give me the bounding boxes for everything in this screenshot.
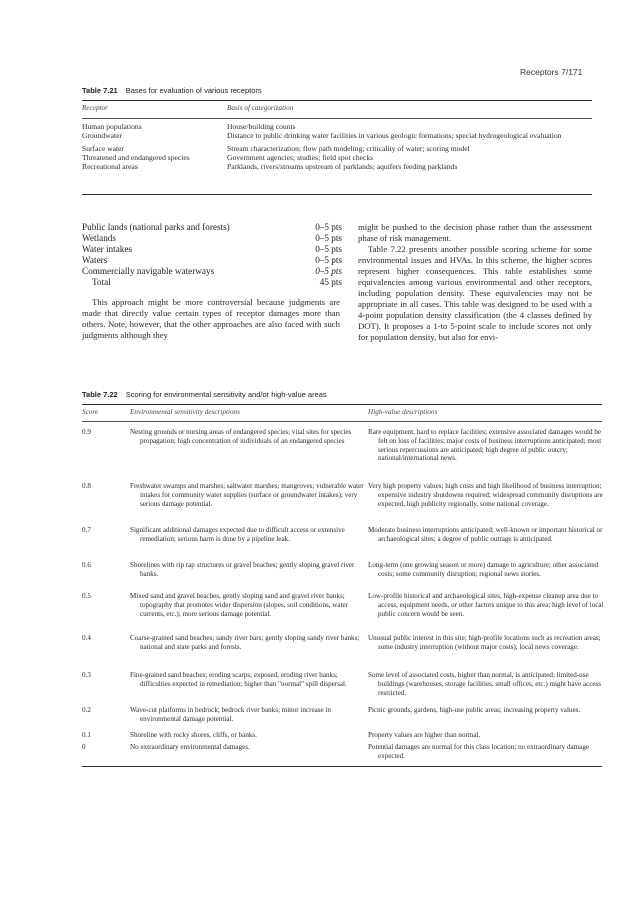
points-value: 45 pts xyxy=(319,277,342,287)
table-7-21-title: Bases for evaluation of various receptors xyxy=(125,86,262,95)
score-cell: 0.6 xyxy=(82,561,91,569)
env-cell: Coarse-grained sand beaches; sandy river bars; gently sloping sandy river banks; national and state parks and forests. xyxy=(130,634,360,651)
env-cell: Shoreline with rocky shores, cliffs, or banks. xyxy=(130,731,257,739)
table-7-22-title: Scoring for environmental sensitivity and/or high-value areas xyxy=(125,390,327,399)
col-hv-header: High-value descriptions xyxy=(368,408,438,416)
table-7-21-bottom-rule xyxy=(82,194,592,195)
score-cell: 0 xyxy=(82,743,86,751)
table-7-22-top-rule xyxy=(82,404,602,405)
page-header: Receptors 7/171 xyxy=(520,67,583,77)
basis-cell: Government agencies; studies; field spot checks xyxy=(227,153,374,162)
basis-cell: Stream characterization; flow path modeling; criticality of water; scoring model xyxy=(227,144,470,153)
points-label: Total xyxy=(92,277,111,287)
score-cell: 0.1 xyxy=(82,731,91,739)
points-value: 0–5 pts xyxy=(315,244,342,254)
hv-cell: Long-term (one growing season or more) damage to agriculture; other associated costs; some community disruption; regional news stories. xyxy=(368,561,599,578)
hv-cell: Rare equipment, hard to replace facilities; extensive associated damages would be felt on loss of facilities; major costs of business interruptions anticipated; most serious repercussions are anticipated; high degree of public outcry; national/international news. xyxy=(368,428,602,463)
score-cell: 0.4 xyxy=(82,634,91,642)
env-cell: Nesting grounds or nursing areas of endangered species; vital sites for species propagation; high concentration of individuals of an endangered species xyxy=(130,428,352,445)
table-7-21-head-rule xyxy=(82,118,592,119)
points-list xyxy=(82,222,342,288)
table-7-21-top-rule xyxy=(82,100,592,101)
list-item xyxy=(82,266,342,277)
hv-cell: Potential damages are normal for this class location; no extraordinary damage expected. xyxy=(368,743,590,760)
hv-cell: Low-profile historical and archaeological sites, high-expense cleanup area due to access, equipment needs, or other factors unique to this area; high level of local public concern would be seen. xyxy=(368,592,604,618)
points-value: 0–5 pts xyxy=(315,266,342,276)
points-label: Water intakes xyxy=(82,244,133,254)
list-item xyxy=(82,277,342,288)
score-cell: 0.2 xyxy=(82,706,91,714)
col-score-header: Score xyxy=(82,408,99,416)
basis-cell: Parklands, rivers/streams upstream of parklands; aquifers feeding parklands xyxy=(227,162,458,171)
table-7-21-caption xyxy=(82,86,262,95)
hv-cell: Unusual public interest in this site; high-profile locations such as recreation areas; some industry interruption (without major costs); local news coverage. xyxy=(368,634,601,651)
table-7-22-label: Table 7.22 xyxy=(82,390,118,399)
env-cell: Wave-cut platforms in bedrock; bedrock river banks; minor increase in environmental damage potential. xyxy=(130,706,331,723)
basis-cell: Distance to public drinking water facilities in various geologic formations; special hydrogeological evaluation xyxy=(227,131,562,140)
hv-cell: Some level of associated costs, higher than normal, is anticipated; limited-use buildings (warehouses, storage facilities, small offices, etc.) might have access restricted. xyxy=(368,671,602,697)
list-item xyxy=(82,255,342,266)
table-row xyxy=(82,153,592,162)
points-label: Waters xyxy=(82,255,108,265)
receptor-cell: Recreational areas xyxy=(82,162,138,171)
receptor-cell: Threatened and endangered species xyxy=(82,153,190,162)
hv-cell: Picnic grounds, gardens, high-use public areas; increasing property values. xyxy=(368,706,581,714)
table-7-22-caption xyxy=(82,390,327,399)
table-7-22-head-rule xyxy=(82,421,602,422)
list-item xyxy=(82,244,342,255)
score-cell: 0.5 xyxy=(82,592,91,600)
basis-cell: House/building counts xyxy=(227,122,296,131)
points-label: Public lands (national parks and forests) xyxy=(82,222,230,232)
col-receptor-header: Receptor xyxy=(82,104,108,112)
env-cell: Freshwater swamps and marshes; saltwater marshes; mangroves; vulnerable water intakes for community water supplies (surface or groundwater intakes); very serious damage potential. xyxy=(130,482,364,508)
table-row xyxy=(82,131,592,144)
env-cell: No extraordinary environmental damages. xyxy=(130,743,250,751)
points-label: Wetlands xyxy=(82,233,116,243)
table-7-21 xyxy=(82,122,592,171)
list-item xyxy=(82,233,342,244)
env-cell: Mixed sand and gravel beaches, gently sloping sand and gravel river banks; topography that promotes wider dispersion (slopes, soil conditions, water currents, etc.); more serious damage potential. xyxy=(130,592,349,618)
list-item xyxy=(82,222,342,233)
points-label: Commercially navigable waterways xyxy=(82,266,215,276)
col-env-header: Environmental sensitivity descriptions xyxy=(130,408,240,416)
receptor-cell: Human populations xyxy=(82,122,142,131)
points-value: 0–5 pts xyxy=(315,255,342,265)
col-basis-header: Basis of categorization xyxy=(227,104,294,112)
table-row xyxy=(82,122,592,131)
right-paragraph-continued: might be pushed to the decision phase rather than the assessment phase of risk management. xyxy=(358,222,592,243)
table-7-22-bottom-rule xyxy=(82,766,602,767)
score-cell: 0.9 xyxy=(82,428,91,436)
table-row xyxy=(82,162,592,171)
table-row xyxy=(82,144,592,153)
score-cell: 0.3 xyxy=(82,671,91,679)
receptor-cell: Surface water xyxy=(82,144,124,153)
left-paragraph: This approach might be more controversial because judgments are made that directly value certain types of receptor damages more than others. Note, however, that the other approaches are also faced with such judgments although they xyxy=(82,297,340,340)
points-value: 0–5 pts xyxy=(315,233,342,243)
points-value: 0–5 pts xyxy=(315,222,342,232)
hv-cell: Moderate business interruptions anticipated; well-known or important historical or archaeological sites; a degree of public outrage is anticipated. xyxy=(368,526,603,543)
env-cell: Significant additional damages expected due to difficult access or extensive remediation; serious harm is done by a pipeline leak. xyxy=(130,526,345,543)
hv-cell: Very high property values; high costs and high likelihood of business interruption; expensive industry shutdowns required; widespread community disruptions are expected, high publicity regionally, some national coverage. xyxy=(368,482,603,508)
table-7-21-label: Table 7.21 xyxy=(82,86,118,95)
env-cell: Shorelines with rip rap structures or gravel beaches; gently sloping gravel river banks. xyxy=(130,561,355,578)
score-cell: 0.7 xyxy=(82,526,91,534)
score-cell: 0.8 xyxy=(82,482,91,490)
hv-cell: Property values are higher than normal. xyxy=(368,731,481,739)
env-cell: Fine-grained sand beaches; eroding scarps; exposed, eroding river banks; difficulties expected in remediation; higher than "normal" spill dispersal. xyxy=(130,671,347,688)
right-paragraph: Table 7.22 presents another possible scoring scheme for some environmental issues and HVAs. In this scheme, the higher scores represent higher consequences. This table establishes some equivalencies among various environmental and other receptors, including population density. These equivalencies may not be appropriate in all cases. This table was designed to be used with a 4-point population density classification (the 4 classes defined by DOT). It proposes a 1-to 5-point scale to include scores not only for population density, but also for envi- xyxy=(358,244,592,342)
receptor-cell: Groundwater xyxy=(82,131,123,140)
